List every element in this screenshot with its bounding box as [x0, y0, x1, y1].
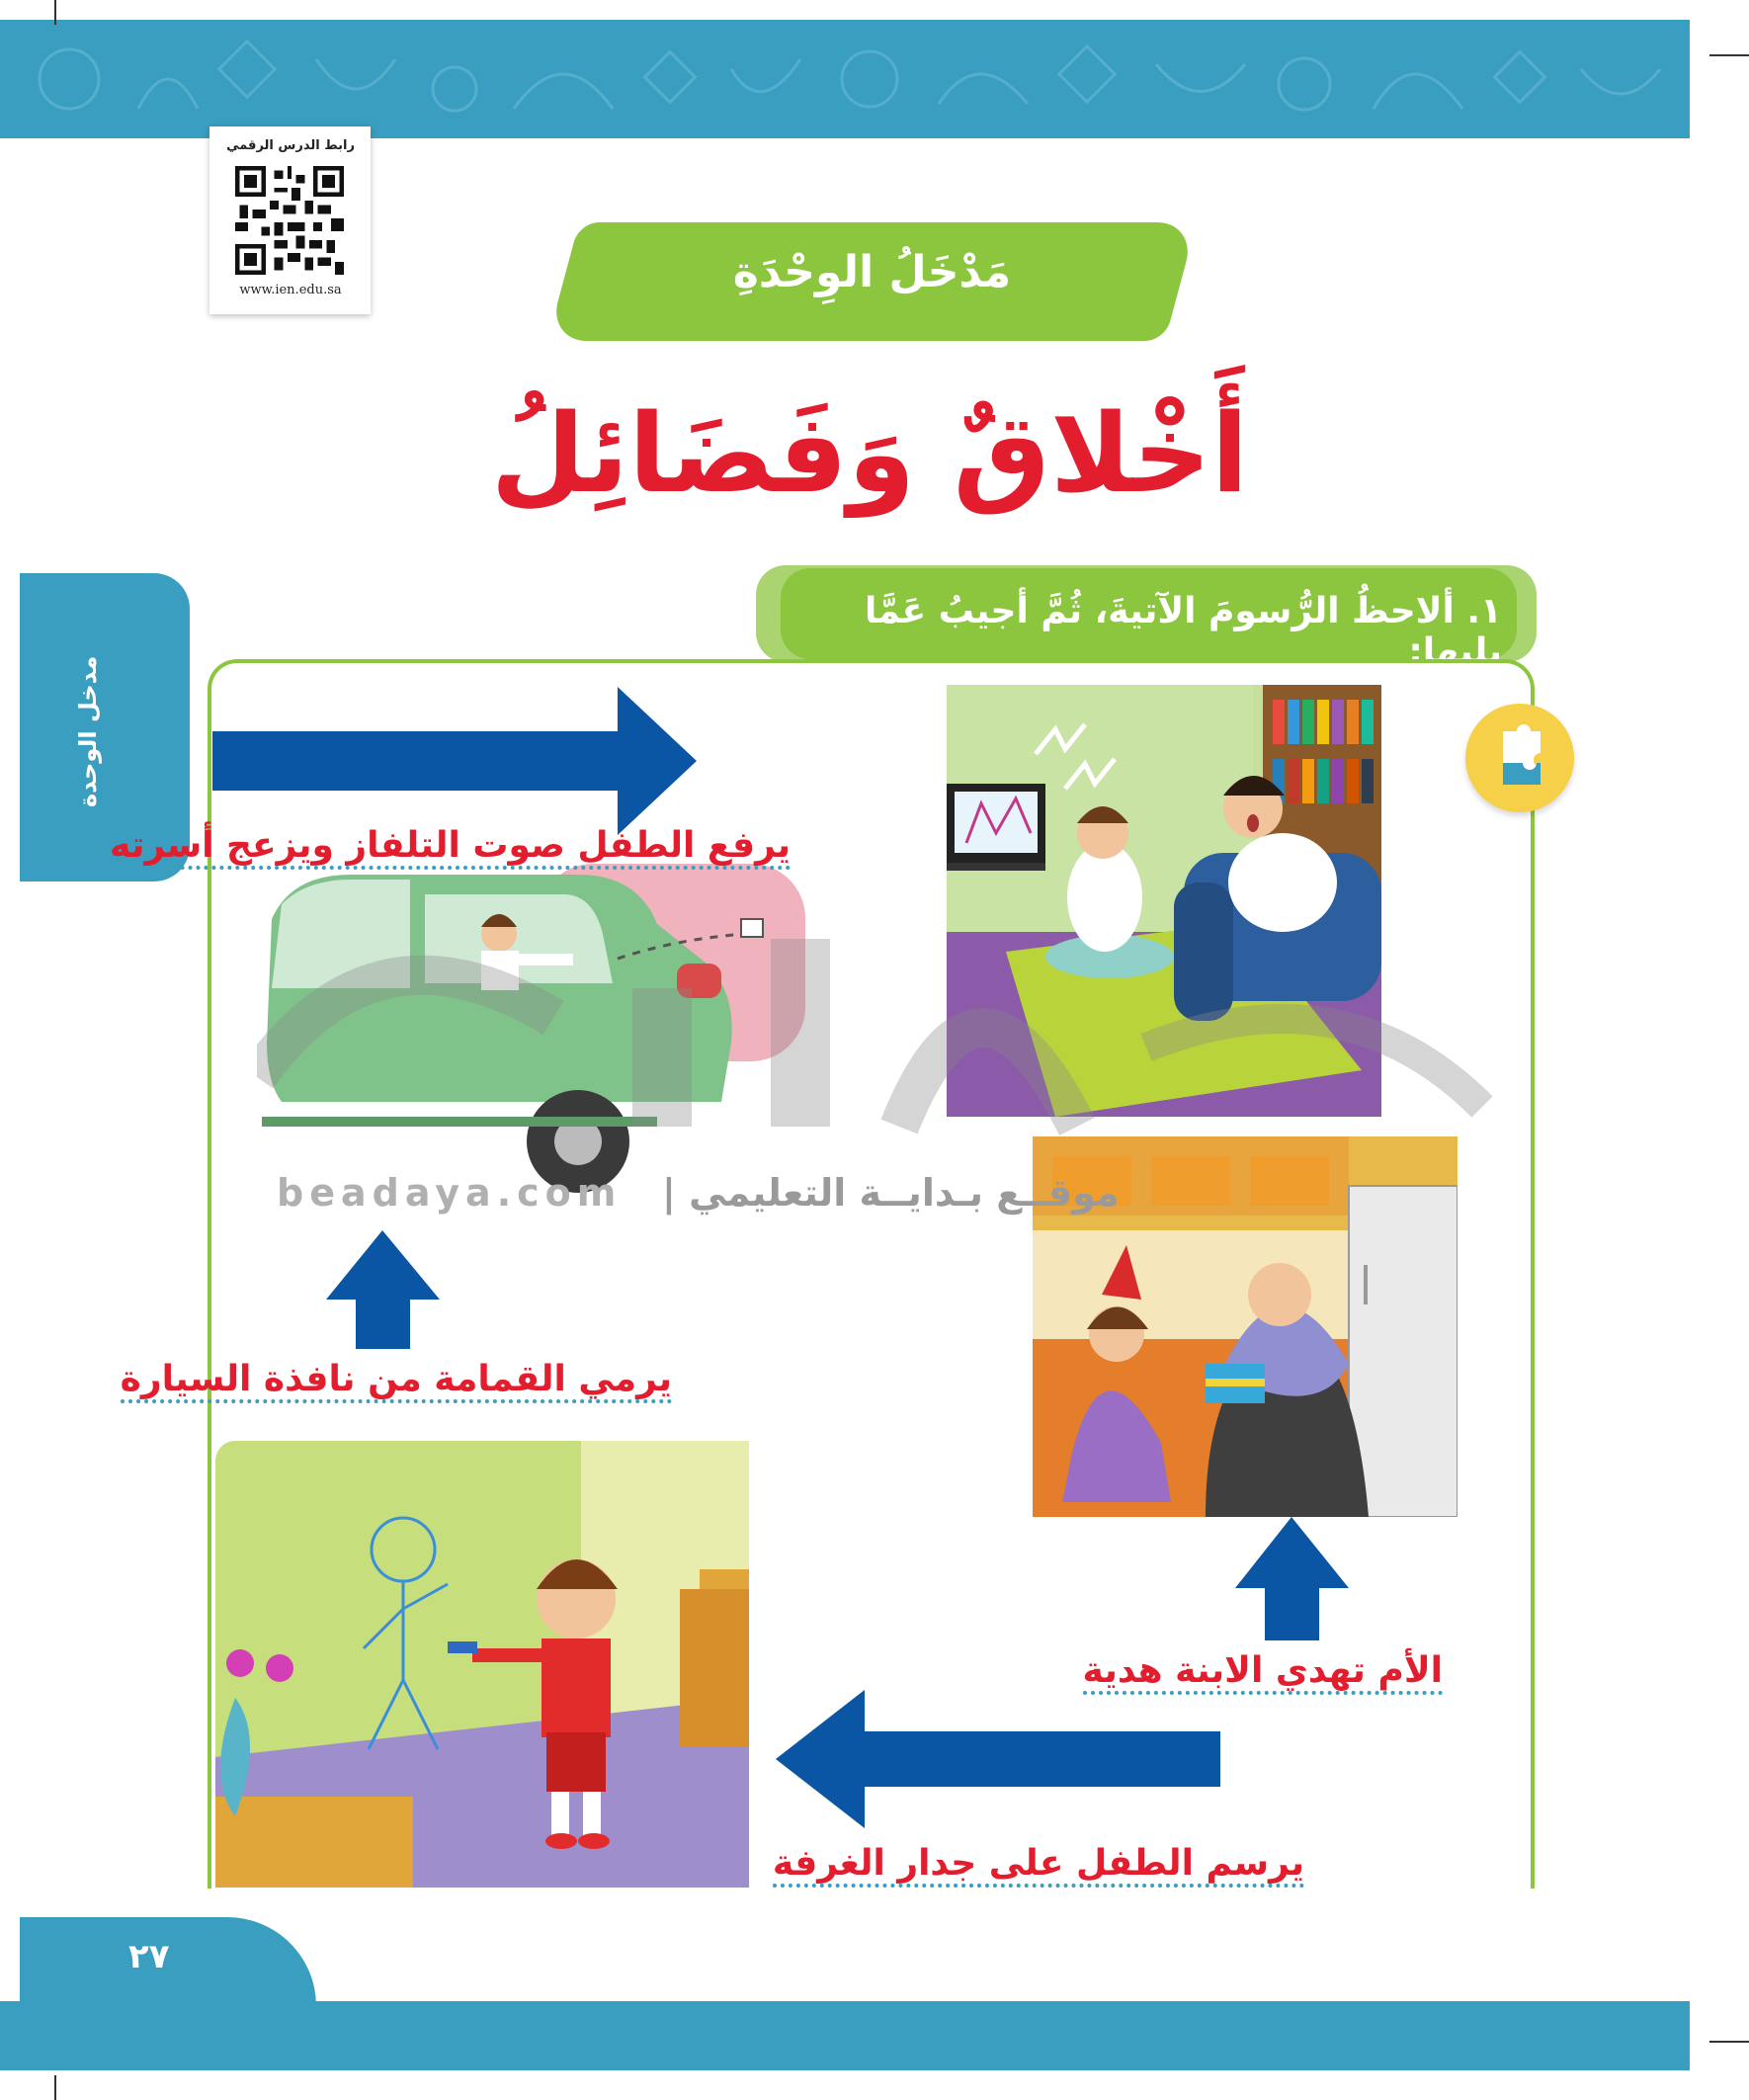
calligraphy-pattern [0, 20, 1690, 138]
unit-label: مَدْخَلُ الوِحْدَةِ [732, 247, 1012, 297]
caption-mother-text: الأم تهدي الابنة هدية [1083, 1650, 1444, 1695]
crop-mark [54, 0, 56, 25]
puzzle-badge [1465, 704, 1574, 812]
caption-mother [1082, 1650, 1443, 1691]
caption-tv-text: يرفع الطفل صوت التلفاز ويزعج أسرته [110, 825, 791, 870]
arrow-up [326, 1230, 440, 1349]
qr-code-icon[interactable] [235, 166, 344, 275]
crop-mark [1709, 2041, 1749, 2043]
side-tab-label: مدخل الوحدة [74, 655, 102, 807]
question-text: ١. ألاحظُ الرُّسومَ الآتيةَ، ثُمَّ أجيبُ عَمَّا يليها: [864, 591, 1502, 672]
arrow-left [776, 1690, 1220, 1828]
page-number: ٢٧ [128, 1937, 170, 1976]
caption-tv [110, 825, 791, 866]
qr-url[interactable]: www.ien.edu.sa [239, 283, 342, 297]
illustration-boy-drawing-wall [215, 1441, 749, 1888]
arrow-up [1235, 1517, 1349, 1640]
watermark-url: beadaya.com [277, 1171, 623, 1215]
watermark-site: موقــع بـدايــة التعليمي | [662, 1171, 1120, 1215]
crop-mark [54, 2075, 56, 2100]
caption-drawing-text: يرسم الطفل على جدار الغرفة [773, 1843, 1304, 1888]
puzzle-icon [1465, 704, 1574, 812]
header-pattern-band [0, 20, 1690, 138]
caption-car [120, 1359, 672, 1399]
caption-drawing [772, 1843, 1304, 1884]
page-title: أَخْلاقٌ وَفَضَائِلُ [490, 390, 1249, 517]
watermark-logo [257, 880, 1522, 1176]
qr-label: رابط الدرس الرقمي [226, 138, 355, 153]
arrow-right [212, 687, 707, 835]
caption-car-text: يرمي القمامة من نافذة السيارة [121, 1359, 672, 1403]
crop-mark [1709, 54, 1749, 56]
